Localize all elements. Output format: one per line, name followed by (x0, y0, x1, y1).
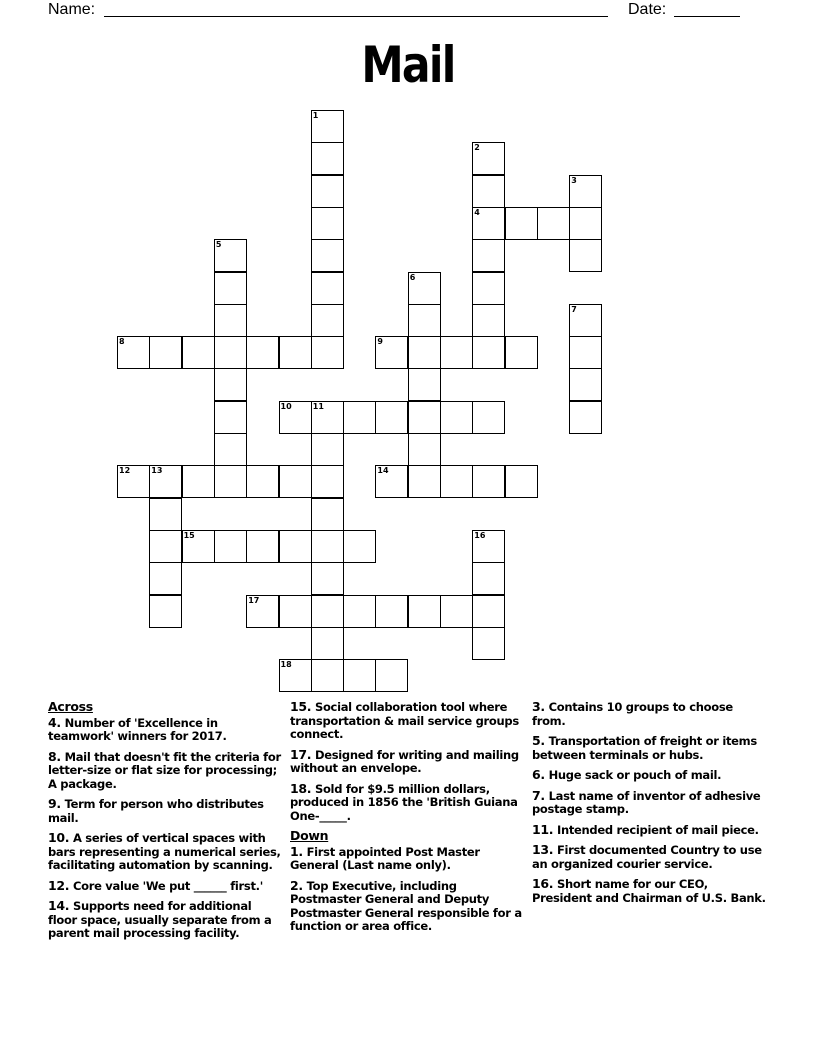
grid-cell[interactable] (246, 336, 279, 369)
cell-number: 2 (474, 143, 480, 153)
grid-cell[interactable] (408, 304, 441, 337)
name-label: Name: (48, 1, 96, 18)
grid-cell[interactable] (311, 627, 344, 660)
grid-cell[interactable] (472, 465, 505, 498)
grid-cell[interactable] (569, 336, 602, 369)
grid-cell[interactable] (408, 368, 441, 401)
grid-cell[interactable] (149, 595, 182, 628)
grid-cell[interactable] (149, 498, 182, 531)
grid-cell[interactable] (182, 530, 215, 563)
grid-cell[interactable] (408, 465, 441, 498)
grid-cell[interactable] (117, 465, 150, 498)
clue-down-2: 2. Top Executive, including Postmaster General and Deputy Postmaster General responsible for a function or area office. (290, 877, 522, 933)
grid-cell[interactable] (343, 401, 376, 434)
grid-cell[interactable] (440, 336, 473, 369)
grid-cell[interactable] (569, 239, 602, 272)
grid-cell[interactable] (472, 401, 505, 434)
grid-cell[interactable] (408, 433, 441, 466)
cell-number: 17 (248, 595, 260, 605)
grid-cell[interactable] (472, 304, 505, 337)
grid-cell[interactable] (343, 595, 376, 628)
grid-cell[interactable] (214, 465, 247, 498)
clues-column-2 (290, 700, 526, 940)
grid-cell[interactable] (311, 336, 344, 369)
cell-number: 15 (183, 530, 195, 540)
clue-across-18: 18. Sold for $9.5 million dollars, produced in 1856 the 'British Guiana One-_____. (290, 780, 518, 823)
grid-cell[interactable] (279, 530, 312, 563)
grid-cell[interactable] (505, 465, 538, 498)
clue-across-12: 12. Core value 'We put ______ first.' (48, 877, 263, 893)
grid-cell[interactable] (472, 272, 505, 305)
grid-cell[interactable] (375, 465, 408, 498)
cell-number: 8 (119, 337, 125, 347)
grid-cell[interactable] (149, 530, 182, 563)
grid-cell[interactable] (149, 562, 182, 595)
grid-cell[interactable] (214, 530, 247, 563)
grid-cell[interactable] (408, 401, 441, 434)
clue-down-6: 6. Huge sack or pouch of mail. (532, 767, 722, 782)
grid-cell[interactable] (246, 530, 279, 563)
grid-cell[interactable] (246, 595, 279, 628)
clue-down-16: 16. Short name for our CEO, President and Chairman of U.S. Bank. (532, 876, 766, 905)
grid-cell[interactable] (214, 336, 247, 369)
grid-cell[interactable] (214, 239, 247, 272)
clue-down-7: 7. Last name of inventor of adhesive postage stamp. (532, 787, 761, 816)
grid-cell[interactable] (569, 175, 602, 208)
clues-column-1 (48, 700, 284, 947)
grid-cell[interactable] (214, 368, 247, 401)
grid-cell[interactable] (569, 401, 602, 434)
cell-number: 11 (312, 401, 324, 411)
grid-cell[interactable] (343, 530, 376, 563)
cell-number: 7 (571, 304, 577, 314)
grid-cell[interactable] (343, 659, 376, 692)
grid-cell[interactable] (472, 530, 505, 563)
grid-cell[interactable] (311, 465, 344, 498)
clue-across-15: 15. Social collaboration tool where transportation & mail service groups connect. (290, 699, 519, 741)
grid-cell[interactable] (375, 595, 408, 628)
grid-cell[interactable] (440, 401, 473, 434)
grid-cell[interactable] (311, 239, 344, 272)
grid-cell[interactable] (279, 401, 312, 434)
cell-number: 18 (280, 660, 292, 670)
cell-number: 13 (151, 466, 163, 476)
grid-cell[interactable] (472, 595, 505, 628)
cell-number: 16 (474, 530, 486, 540)
grid-cell[interactable] (537, 207, 570, 240)
grid-cell[interactable] (569, 304, 602, 337)
grid-cell[interactable] (279, 336, 312, 369)
down-heading: Down (290, 828, 329, 843)
grid-cell[interactable] (182, 465, 215, 498)
grid-cell[interactable] (311, 498, 344, 531)
clue-across-4: 4. Number of 'Excellence in teamwork' winners for 2017. (48, 714, 227, 743)
grid-cell[interactable] (472, 562, 505, 595)
grid-cell[interactable] (311, 304, 344, 337)
clue-down-5: 5. Transportation of freight or items between terminals or hubs. (532, 733, 757, 762)
grid-cell[interactable] (408, 336, 441, 369)
grid-cell[interactable] (214, 304, 247, 337)
grid-cell[interactable] (311, 562, 344, 595)
grid-cell[interactable] (311, 433, 344, 466)
clue-across-8: 8. Mail that doesn't fit the criteria for letter-size or flat size for processing; A package. (48, 748, 281, 791)
clue-down-1: 1. First appointed Post Master General (Last name only). (290, 843, 480, 872)
cell-number: 3 (571, 175, 577, 185)
grid-cell[interactable] (311, 595, 344, 628)
clue-down-11: 11. Intended recipient of mail piece. (532, 821, 759, 837)
grid-cell[interactable] (279, 465, 312, 498)
grid-cell[interactable] (149, 336, 182, 369)
grid-cell[interactable] (214, 272, 247, 305)
grid-cell[interactable] (569, 207, 602, 240)
grid-cell[interactable] (311, 272, 344, 305)
grid-cell[interactable] (440, 465, 473, 498)
grid-cell[interactable] (311, 142, 344, 175)
page-title: Mail (361, 36, 455, 94)
cell-number: 9 (377, 337, 383, 347)
cell-number: 14 (377, 466, 389, 476)
grid-cell[interactable] (311, 401, 344, 434)
grid-cell[interactable] (408, 272, 441, 305)
grid-cell[interactable] (408, 595, 441, 628)
grid-cell[interactable] (375, 336, 408, 369)
grid-cell[interactable] (472, 207, 505, 240)
cell-number: 12 (119, 466, 131, 476)
grid-cell[interactable] (311, 175, 344, 208)
grid-cell[interactable] (505, 207, 538, 240)
grid-cell[interactable] (472, 627, 505, 660)
grid-cell[interactable] (569, 368, 602, 401)
grid-cell[interactable] (279, 659, 312, 692)
cell-number: 5 (215, 240, 222, 250)
grid-cell[interactable] (214, 433, 247, 466)
clue-across-17: 17. Designed for writing and mailing without an envelope. (290, 746, 519, 775)
grid-cell[interactable] (472, 175, 505, 208)
grid-cell[interactable] (375, 659, 408, 692)
grid-cell[interactable] (311, 659, 344, 692)
grid-cell[interactable] (311, 207, 344, 240)
grid-cell[interactable] (214, 401, 247, 434)
grid-cell[interactable] (311, 530, 344, 563)
clue-across-14: 14. Supports need for additional floor space, usually separate from a parent mail processing facility. (48, 898, 272, 940)
grid-cell[interactable] (279, 595, 312, 628)
grid-cell[interactable] (149, 465, 182, 498)
grid-cell[interactable] (182, 336, 215, 369)
cell-number: 10 (280, 401, 292, 411)
clue-down-3: 3. Contains 10 groups to choose from. (532, 699, 733, 728)
cell-number: 4 (474, 207, 480, 217)
grid-cell[interactable] (117, 336, 150, 369)
cell-number: 6 (409, 272, 416, 282)
clue-across-10: 10. A series of vertical spaces with bars representing a numerical series, facilitating automation by scanning. (48, 830, 281, 872)
clue-down-13: 13. First documented Country to use an organized courier service. (532, 842, 762, 871)
grid-cell[interactable] (472, 336, 505, 369)
grid-cell[interactable] (440, 595, 473, 628)
clue-across-9: 9. Term for person who distributes mail. (48, 796, 264, 825)
across-heading: Across (48, 699, 93, 714)
grid-cell[interactable] (472, 142, 505, 175)
grid-cell[interactable] (311, 110, 344, 143)
clues-column-3 (532, 700, 768, 911)
grid-cell[interactable] (375, 401, 408, 434)
grid-cell[interactable] (505, 336, 538, 369)
grid-cell[interactable] (472, 239, 505, 272)
grid-cell[interactable] (246, 465, 279, 498)
date-label: Date: (628, 1, 667, 18)
cell-number: 1 (312, 111, 319, 120)
